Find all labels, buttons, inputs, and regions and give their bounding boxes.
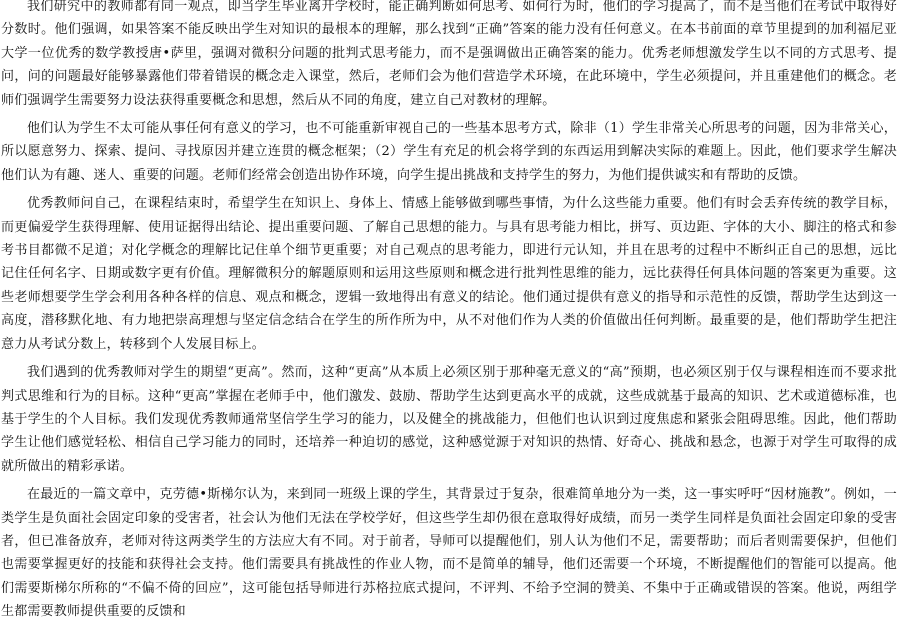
paragraph: 我们研究中的教师都有同一观点，即当学生毕业离开学校时，能正确判断如何思考、如何行为时，他们的学习提高了，而不是当他们在考试中取得好分数时。他们强调，如果答案不能反映出学生对知识的最根本的理解，那么找到“正确”答案的能力没有任何意义。在本书前面的章节里提到的加利福尼亚大学一位优秀的数学教授唐•萨里，强调对微积分问题的批判式思考能力，而不是强调做出正确答案的能力。优秀老师想激发学生以不同的方式思考、提问，问的问题最好能够暴露他们带着错误的概念走入课堂，然后，老师们会为他们营造学术环境，在此环境中，学生必须提问，并且重建他们的概念。老师们强调学生需要努力设法获得重要概念和思想，然后从不同的角度，建立自己对教材的理解。 xyxy=(1,0,897,108)
paragraph: 优秀教师问自己，在课程结束时，希望学生在知识上、身体上、情感上能够做到哪些事情，为什么这些能力重要。他们有时会丢弃传统的教学目标，而更偏爱学生获得理解、使用证据得出结论、提出重要问题、了解自己思想的能力。与具有思考能力相比，拼写、页边距、字体的大小、脚注的格式和参考书目都微不足道；对化学概念的理解比记住单个细节更重要；对自己观点的思考能力，即进行元认知，并且在思考的过程中不断纠正自己的思想，远比记住任何名字、日期或数字更有价值。理解微积分的解题原则和运用这些原则和概念进行批判性思维的能力，远比获得任何具体问题的答案更为重要。这些老师想要学生学会利用各种各样的信息、观点和概念，逻辑一致地得出有意义的结论。他们通过提供有意义的指导和示范性的反馈，帮助学生达到这一高度，潜移默化地、有力地把崇高理想与坚定信念结合在学生的所作所为中，从不对他们作为人类的价值做出任何判断。最重要的是，他们帮助学生把注意力从考试分数上，转移到个人发展目标上。 xyxy=(1,196,897,352)
paragraph: 我们遇到的优秀教师对学生的期望“更高”。然而，这种“更高”从本质上必须区别于那种毫无意义的“高”预期，也必须区别于仅与课程相连而不要求批判式思维和行为的目标。这种“更高”掌握在老师手中，他们激发、鼓励、帮助学生达到更高水平的成就，这些成就基于最高的知识、艺术或道德标准，也基于学生的个人目标。我们发现优秀教师通常坚信学生学习的能力，以及健全的挑战能力，但他们也认识到过度焦虑和紧张会阻碍思维。因此，他们帮助学生让他们感觉轻松、相信自己学习能力的同时，还培养一种迫切的感觉，这种感觉源于对知识的热情、好奇心、挑战和悬念，也源于对学生可取得的成就所做出的精彩承诺。 xyxy=(1,365,897,474)
paragraph: 在最近的一篇文章中，克劳德•斯梯尔认为，来到同一班级上课的学生，其背景过于复杂，很难简单地分为一类，这一事实呼吁“因材施教”。例如，一类学生是负面社会固定印象的受害者，社会认为他们无法在学校学好，但这些学生却仍很在意取得好成绩，而另一类学生同样是负面社会固定印象的受害者，但已准备放弃，老师对待这两类学生的方法应大有不同。对于前者，导师可以提醒他们，别人认为他们不足，需要帮助；而后者则需要保护，但他们也需要掌握更好的技能和获得社会支持。他们需要具有挑战性的作业人物，而不是简单的辅导，他们还需要一个环境，不断提醒他们的智能可以提高。他们需要斯梯尔所称的“不偏不倚的回应”，这可能包括导师进行苏格拉底式提问，不评判、不给予空洞的赞美、不集中于正确或错误的答案。他说，两组学生都需要教师提供重要的反馈和 xyxy=(1,487,897,620)
paragraph: 他们认为学生不太可能从事任何有意义的学习，也不可能重新审视自己的一些基本思考方式，除非（1）学生非常关心所思考的问题，因为非常关心，所以愿意努力、探索、提问、寻找原因并建立连贯的概念框架；（2）学生有充足的机会将学到的东西运用到解决实际的难题上。因此，他们要求学生解决他们认为有趣、迷人、重要的问题。老师们经常会创造出协作环境，向学生提出挑战和支持学生的努力，为他们提供诚实和有帮助的反馈。 xyxy=(1,121,897,183)
